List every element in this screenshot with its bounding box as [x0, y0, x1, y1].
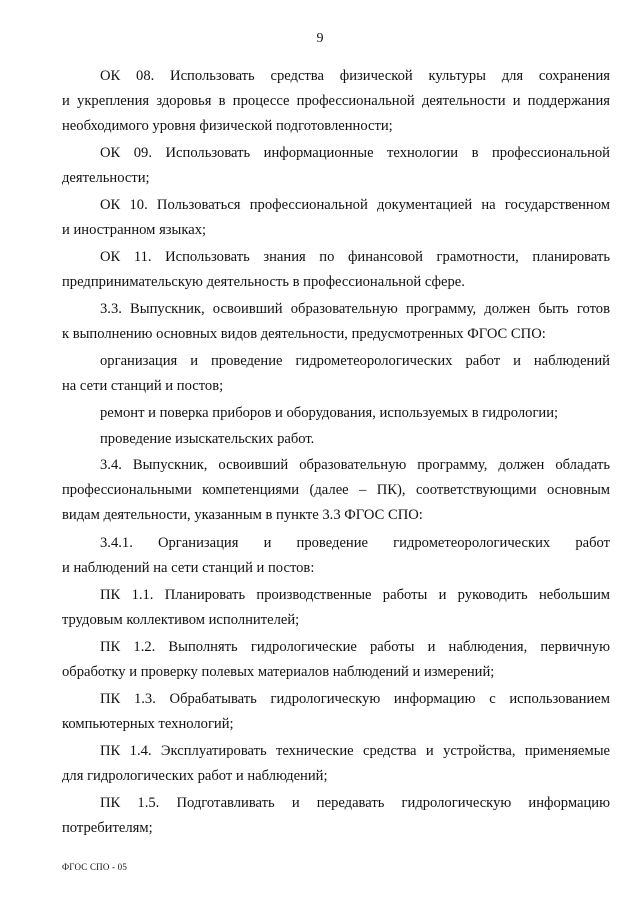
paragraph-line: ОК 11. Использовать знания по финансовой грамотности, планировать — [100, 249, 610, 265]
paragraph-line: к выполнению основных видов деятельности, предусмотренных ФГОС СПО: — [62, 326, 546, 342]
paragraph-ok-10 — [62, 193, 610, 243]
paragraph-pk-1-2 — [62, 635, 610, 685]
paragraph-line: ПК 1.1. Планировать производственные работы и руководить небольшим — [100, 587, 610, 603]
paragraph-line: ПК 1.4. Эксплуатировать технические средства и устройства, применяемые — [100, 743, 610, 759]
paragraph-line: ремонт и поверка приборов и оборудования, используемых в гидрологии; — [100, 405, 559, 421]
paragraph-activity-3 — [62, 427, 610, 452]
paragraph-activity-1 — [62, 349, 610, 399]
paragraph-activity-2 — [62, 401, 610, 426]
paragraph-line: трудовым коллективом исполнителей; — [62, 612, 300, 628]
paragraph-3-4-1 — [62, 531, 610, 581]
paragraph-ok-09 — [62, 141, 610, 191]
paragraph-line: предпринимательскую деятельность в профессиональной сфере. — [62, 274, 465, 290]
paragraph-line: профессиональными компетенциями (далее – ПК), соответствующими основным — [62, 482, 610, 498]
paragraph-line: проведение изыскательских работ. — [100, 431, 315, 447]
paragraph-line: необходимого уровня физической подготовленности; — [62, 118, 393, 134]
paragraph-line: потребителям; — [62, 820, 153, 836]
paragraph-pk-1-5 — [62, 791, 610, 841]
paragraph-3-3 — [62, 297, 610, 347]
paragraph-line: организация и проведение гидрометеорологических работ и наблюдений — [100, 353, 610, 369]
paragraph-ok-08 — [62, 64, 610, 139]
paragraph-line: деятельности; — [62, 170, 150, 186]
paragraph-line: и иностранном языках; — [62, 222, 207, 238]
paragraph-pk-1-3 — [62, 687, 610, 737]
paragraph-line: ОК 08. Использовать средства физической культуры для сохранения — [100, 68, 610, 84]
paragraph-ok-11 — [62, 245, 610, 295]
paragraph-line: ПК 1.5. Подготавливать и передавать гидрологическую информацию — [100, 795, 610, 811]
paragraph-pk-1-1 — [62, 583, 610, 633]
paragraph-line: 3.4. Выпускник, освоивший образовательную программу, должен обладать — [100, 457, 610, 473]
document-footer: ФГОС СПО - 05 — [62, 862, 128, 872]
paragraph-line: 3.4.1. Организация и проведение гидрометеорологических работ — [100, 535, 610, 551]
paragraph-line: обработку и проверку полевых материалов наблюдений и измерений; — [62, 664, 495, 680]
paragraph-line: ОК 09. Использовать информационные технологии в профессиональной — [100, 145, 610, 161]
paragraph-line: на сети станций и постов; — [62, 378, 224, 394]
paragraph-3-4 — [62, 453, 610, 528]
paragraph-line: 3.3. Выпускник, освоивший образовательную программу, должен быть готов — [100, 301, 610, 317]
paragraph-pk-1-4 — [62, 739, 610, 789]
paragraph-line: видам деятельности, указанным в пункте 3.3 ФГОС СПО: — [62, 507, 423, 523]
paragraph-line: и укрепления здоровья в процессе профессиональной деятельности и поддержания — [62, 93, 610, 109]
paragraph-line: и наблюдений на сети станций и постов: — [62, 560, 315, 576]
paragraph-line: ПК 1.2. Выполнять гидрологические работы и наблюдения, первичную — [100, 639, 610, 655]
paragraph-line: ПК 1.3. Обрабатывать гидрологическую информацию с использованием — [100, 691, 610, 707]
paragraph-line: для гидрологических работ и наблюдений; — [62, 768, 328, 784]
page-number: 9 — [316, 31, 324, 46]
paragraph-line: компьютерных технологий; — [62, 716, 234, 732]
paragraph-line: ОК 10. Пользоваться профессиональной документацией на государственном — [100, 197, 610, 213]
